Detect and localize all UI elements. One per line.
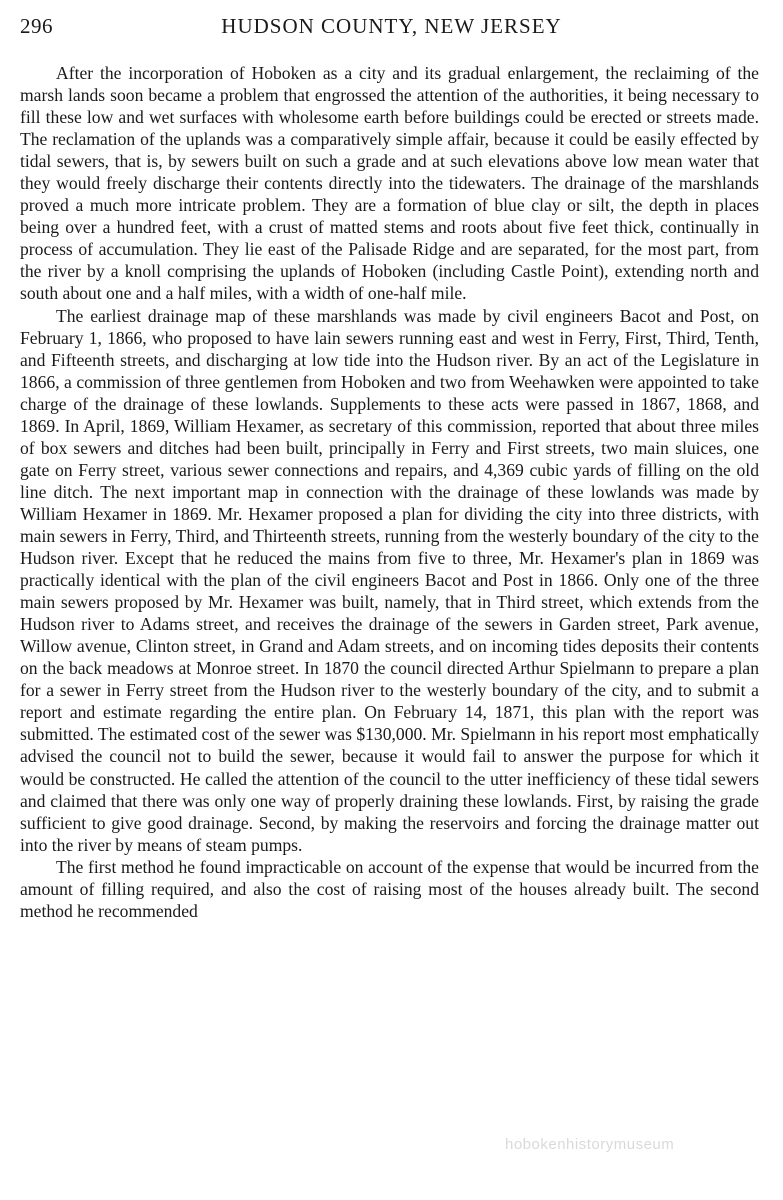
paragraph-methods: The first method he found impracticable on account of the expense that would be incurred from the amount of filling required, and also the cost of raising most of the houses already built. The second method he recommended xyxy=(20,856,759,921)
running-head: HUDSON COUNTY, NEW JERSEY xyxy=(221,14,562,38)
watermark: hobokenhistorymuseum xyxy=(505,1136,675,1153)
paragraph-drainage-maps: The earliest drainage map of these marshlands was made by civil engineers Bacot and Post, on February 1, 1866, who proposed to have lain sewers running east and west in Ferry, First, Third, Tenth, and Fifteenth streets, and discharging at low tide into the Hudson river. By an act of the Legislature in 1866, a commission of three gentlemen from Hoboken and two from Weehawken were appointed to take charge of the drainage of these lowlands. Supplements to these acts were passed in 1867, 1868, and 1869. In April, 1869, William Hexamer, as secretary of this commission, reported that about three miles of box sewers and ditches had been built, principally in Ferry and First streets, two main sluices, one gate on Ferry street, various sewer connections and repairs, and 4,369 cubic yards of filling on the old line ditch. The next important map in connection with the drainage of these lowlands was made by William Hexamer in 1869. Mr. Hexamer proposed a plan for dividing the city into three districts, with main sewers in Ferry, Third, and Thirteenth streets, running from the westerly boundary of the city to the Hudson river. Except that he reduced the mains from five to three, Mr. Hexamer's plan in 1869 was practically identical with the plan of the civil engineers Bacot and Post in 1866. Only one of the three main sewers proposed by Mr. Hexamer was built, namely, that in Third street, which extends from the Hudson river to Adams street, and receives the drainage of the sewers in Garden street, Park avenue, Willow avenue, Clinton street, in Grand and Adam streets, and on incoming tides deposits their contents on the back meadows at Monroe street. In 1870 the council directed Arthur Spielmann to prepare a plan for a sewer in Ferry street from the Hudson river to the westerly boundary of the city, and to submit a report and estimate regarding the entire plan. On February 14, 1871, this plan with the report was submitted. The estimated cost of the sewer was $130,000. Mr. Spielmann in his report most emphatically advised the council not to build the sewer, because it would fail to answer the purpose for which it would be constructed. He called the attention of the council to the utter inefficiency of these tidal sewers and claimed that there was only one way of properly draining these lowlands. First, by raising the grade sufficient to give good drainage. Second, by making the reservoirs and forcing the drainage matter out into the river by means of steam pumps. xyxy=(20,305,759,855)
paragraph-marsh-reclamation: After the incorporation of Hoboken as a city and its gradual enlargement, the reclaiming of the marsh lands soon became a problem that engrossed the attention of the authorities, it being necessary to fill these low and wet surfaces with wholesome earth before buildings could be erected or streets made. The reclamation of the uplands was a comparatively simple affair, because it could be easily effected by tidal sewers, that is, by sewers built on such a grade and at such elevations above low mean water that they would freely discharge their contents directly into the tidewaters. The drainage of the marshlands proved a much more intricate problem. They are a formation of blue clay or silt, the depth in places being over a hundred feet, with a crust of matted stems and roots about five feet thick, continually in process of accumulation. They lie east of the Palisade Ridge and are separated, for the most part, from the river by a knoll comprising the uplands of Hoboken (including Castle Point), extending north and south about one and a half miles, with a width of one-half mile. xyxy=(20,63,759,304)
page-number: 296 xyxy=(20,14,53,38)
body-text xyxy=(20,62,759,922)
page-header xyxy=(20,14,763,44)
